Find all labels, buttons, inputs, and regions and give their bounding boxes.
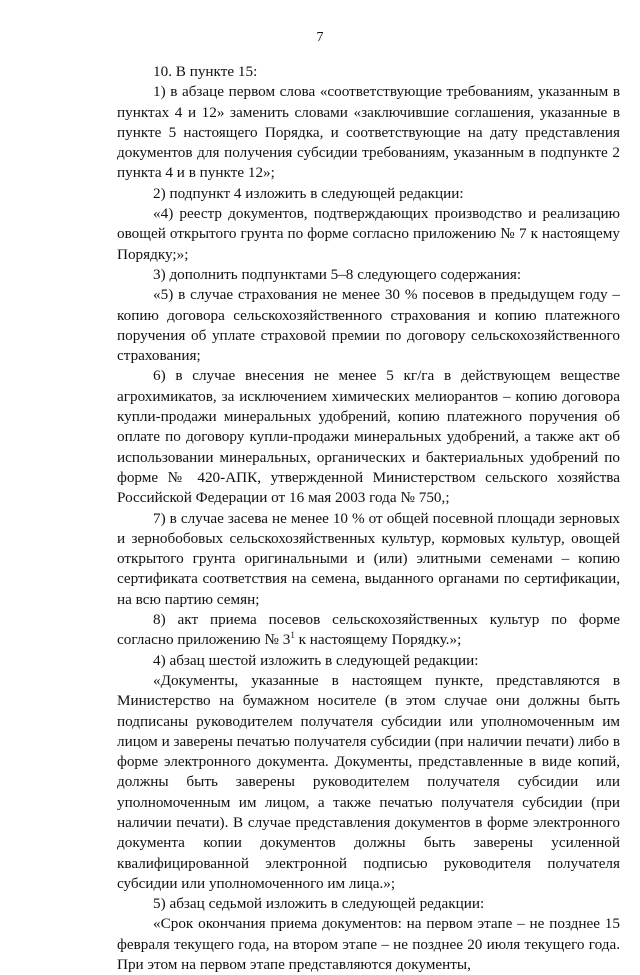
document-body [117,62,620,975]
paragraph-quote-5: «5) в случае страхования не менее 30 % посевов в предыдущем году – копию договора сельскохозяйственного страхования и копию платежного поручения об уплате страховой премии по договору сельскохозяйственного страхования; [117,286,620,365]
paragraph-quote-8-tail: к настоящему Порядку.»; [294,631,462,649]
paragraph-quote-documents: «Документы, указанные в настоящем пункте, представляются в Министерство на бумажном носителе (в этом случае они должны быть подписаны руководителем получателя субсидии или уполномоченным им лицом и заверены печатью получателя субсидии (при наличии печати) либо в форме электронного документа. Документы, представленные в виде копий, должны быть заверены руководителем получателя субсидии или уполномоченным им лицом, а также печатью получателя субсидии (при наличии печати). В случае представления документов в форме электронного документа копии документов должны быть заверены усиленной квалифицированной электронной подписью руководителя получателя субсидии или уполномоченного им лица.»; [117,671,620,892]
paragraph-subitem-3: 3) дополнить подпунктами 5–8 следующего содержания: [153,265,522,283]
paragraph-quote-6: 6) в случае внесения не менее 5 кг/га в действующем веществе агрохимикатов, за исключением химических мелиорантов – копию договора купли-продажи минеральных удобрений, копию платежного поручения об оплате по договору купли-продажи минеральных удобрений, а также акт об использовании минеральных, органических и бактериальных удобрений по форме № 420-АПК, утвержденной Министерством сельского хозяйства Российской Федерации от 16 мая 2003 года № 750,; [117,367,620,507]
paragraph-subitem-2: 2) подпункт 4 изложить в следующей редакции: [153,184,464,202]
paragraph-quote-7: 7) в случае засева не менее 10 % от общей посевной площади зерновых и зернобобовых сельскохозяйственных культур, кормовых культур, овощей открытого грунта оригинальными и (или) элитными семенами – копию сертификата соответствия на семена, выданного органами по сертификации, на всю партию семян; [117,509,620,608]
paragraph-item-10-header: 10. В пункте 15: [153,63,258,80]
paragraph-quote-8 [117,610,620,651]
paragraph-quote-deadline: «Срок окончания приема документов: на первом этапе – не позднее 15 февраля текущего года, на втором этапе – не позднее 20 июля текущего года. При этом на первом этапе представляются документы, [117,915,620,974]
paragraph-subitem-1: 1) в абзаце первом слова «соответствующие требованиям, указанным в пунктах 4 и 12» заменить словами «заключившие соглашения, указанные в пункте 5 настоящего Порядка, и соответствующие на дату представления документов для получения субсидии требованиям, указанным в подпункте 2 пункта 4 и в пункте 12»; [117,83,620,182]
paragraph-quote-4: «4) реестр документов, подтверждающих производство и реализацию овощей открытого грунта по форме согласно приложению № 7 к настоящему Порядку;»; [117,205,620,263]
page-number: 7 [316,30,324,45]
superscript-index: 1 [290,630,295,641]
paragraph-quote-8-text: 8) акт приема посевов сельскохозяйственных культур по форме согласно приложению № 3 [117,611,620,649]
paragraph-subitem-5: 5) абзац седьмой изложить в следующей редакции: [153,895,485,913]
paragraph-subitem-4: 4) абзац шестой изложить в следующей редакции: [153,651,479,669]
